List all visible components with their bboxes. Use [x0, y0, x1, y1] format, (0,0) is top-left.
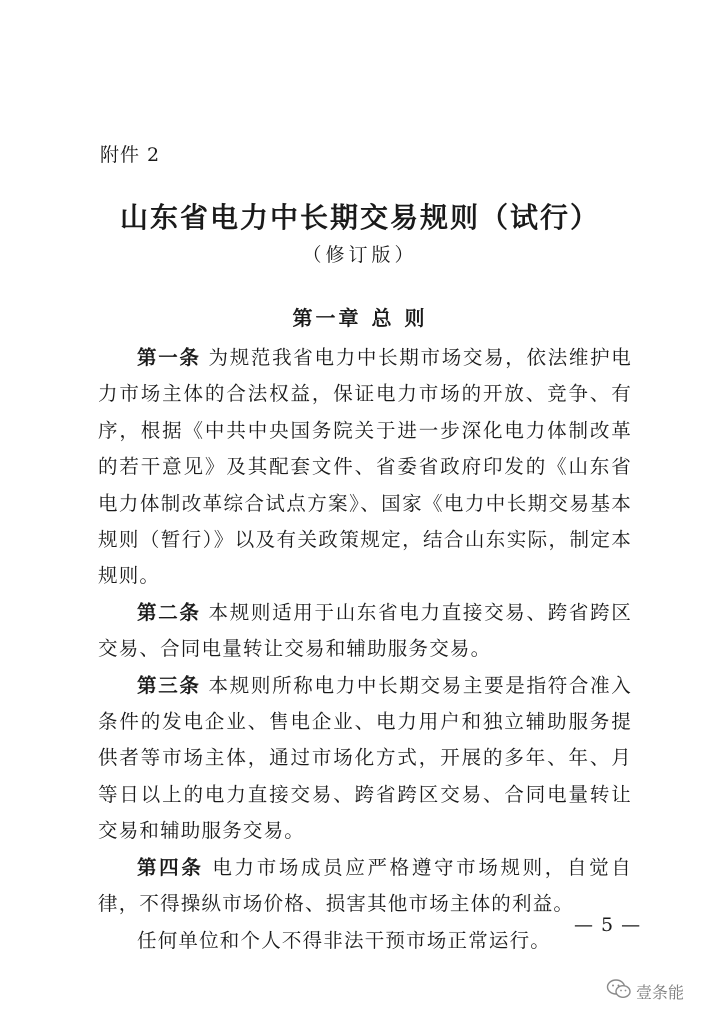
article-1	[98, 340, 632, 595]
article-text: 电力市场成员应严格遵守市场规则，自觉自律，不得操纵市场价格、损害其他市场主体的利益。	[98, 855, 632, 916]
watermark	[606, 978, 684, 1004]
article-label: 第三条	[137, 673, 201, 697]
closing-paragraph: 任何单位和个人不得非法干预市场正常运行。	[137, 928, 552, 952]
article-3	[98, 668, 632, 850]
wechat-icon	[606, 978, 632, 1004]
article-text: 本规则适用于山东省电力直接交易、跨省跨区交易、合同电量转让交易和辅助服务交易。	[98, 600, 632, 661]
document-body	[98, 340, 632, 959]
article-label: 第二条	[137, 600, 201, 624]
article-text: 本规则所称电力中长期交易主要是指符合准入条件的发电企业、售电企业、电力用户和独立辅助服务提供者等市场主体，通过市场化方式，开展的多年、年、月等日以上的电力直接交易、跨省跨区交易、合同电量转让交易和辅助服务交易。	[98, 673, 632, 843]
document-subtitle: （修订版）	[302, 244, 418, 266]
chapter-heading: 第一章 总 则	[292, 306, 428, 330]
attachment-label: 附件 2	[100, 144, 161, 166]
article-text: 为规范我省电力中长期市场交易，依法维护电力市场主体的合法权益，保证电力市场的开放、竞争、有序，根据《中共中央国务院关于进一步深化电力体制改革的若干意见》及其配套文件、省委省政府印发的《山东省电力体制改革综合试点方案》、国家《电力中长期交易基本规则（暂行）》以及有关政策规定，结合山东实际，制定本规则。	[98, 346, 632, 588]
page-number: — 5 —	[574, 914, 642, 936]
article-2	[98, 595, 632, 668]
article-label: 第四条	[137, 855, 204, 879]
article-label: 第一条	[137, 346, 201, 369]
document-title: 山东省电力中长期交易规则（试行）	[119, 201, 600, 234]
watermark-text: 壹条能	[636, 982, 685, 1002]
article-4	[98, 850, 632, 923]
